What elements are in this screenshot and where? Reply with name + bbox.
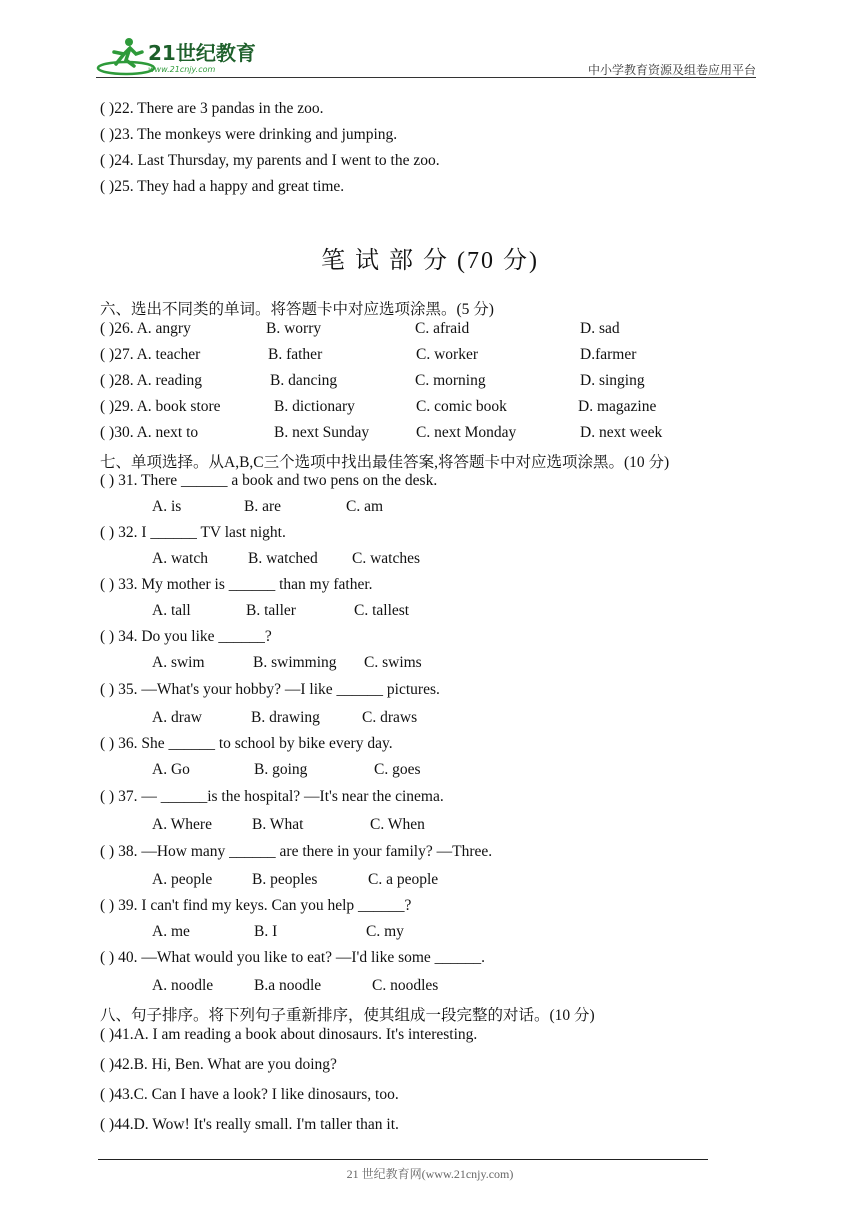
q29-option-d: D. magazine [578, 398, 657, 415]
q29-option-b: B. dictionary [274, 398, 355, 415]
q37-option-b: B. What [252, 816, 304, 833]
q32-option-b: B. watched [248, 550, 318, 567]
q38-option-a: A. people [152, 871, 213, 888]
q31-option-b: B. are [244, 498, 282, 515]
section-6-heading: 六、选出不同类的单词。将答题卡中对应选项涂黑。(5 分) [100, 301, 494, 318]
q30-option-b: B. next Sunday [274, 424, 370, 441]
q26-option-c: C. afraid [415, 320, 470, 337]
q40-stem: ( ) 40. —What would you like to eat? —I'd like some ______. [100, 949, 486, 966]
q33-option-a: A. tall [152, 602, 191, 619]
site-logo [96, 34, 256, 78]
q26-option-d: D. sad [580, 320, 620, 337]
q27-stem: ( )27. A. teacher [100, 346, 201, 363]
q32-option-a: A. watch [152, 550, 208, 567]
runner-logo-icon [96, 34, 256, 78]
q43-sentence: ( )43.C. Can I have a look? I like dinosaurs, too. [100, 1086, 399, 1103]
footer-divider [98, 1159, 708, 1160]
question-23: ( )23. The monkeys were drinking and jumping. [100, 126, 398, 143]
q28-option-b: B. dancing [270, 372, 338, 389]
q28-stem: ( )28. A. reading [100, 372, 203, 389]
q30-option-d: D. next week [580, 424, 663, 441]
section-8-heading: 八、句子排序。将下列句子重新排序，使其组成一段完整的对话。(10 分) [100, 1007, 595, 1024]
q34-option-b: B. swimming [253, 654, 337, 671]
q36-option-a: A. Go [152, 761, 190, 778]
q36-option-c: C. goes [374, 761, 421, 778]
header-divider [96, 77, 756, 78]
q33-option-c: C. tallest [354, 602, 410, 619]
q26-stem: ( )26. A. angry [100, 320, 191, 337]
q37-stem: ( ) 37. — ______is the hospital? —It's near the cinema. [100, 788, 444, 805]
q35-option-c: C. draws [362, 709, 418, 726]
q40-option-a: A. noodle [152, 977, 214, 994]
q29-stem: ( )29. A. book store [100, 398, 221, 415]
question-24: ( )24. Last Thursday, my parents and I went to the zoo. [100, 152, 440, 169]
q40-option-b: B.a noodle [254, 977, 322, 994]
q40-option-c: C. noodles [372, 977, 439, 994]
q31-option-c: C. am [346, 498, 384, 515]
q37-option-a: A. Where [152, 816, 212, 833]
q27-option-b: B. father [268, 346, 323, 363]
q41-sentence: ( )41.A. I am reading a book about dinosaurs. It's interesting. [100, 1026, 478, 1043]
q36-stem: ( ) 36. She ______ to school by bike every day. [100, 735, 393, 752]
q39-option-b: B. I [254, 923, 278, 940]
q37-option-c: C. When [370, 816, 425, 833]
q28-option-d: D. singing [580, 372, 645, 389]
q31-stem: ( ) 31. There ______ a book and two pens on the desk. [100, 472, 438, 489]
q38-option-b: B. peoples [252, 871, 318, 888]
q35-option-b: B. drawing [251, 709, 320, 726]
question-22: ( )22. There are 3 pandas in the zoo. [100, 100, 324, 117]
q35-option-a: A. draw [152, 709, 202, 726]
q38-option-c: C. a people [368, 871, 439, 888]
q39-option-c: C. my [366, 923, 404, 940]
q32-option-c: C. watches [352, 550, 421, 567]
q30-option-c: C. next Monday [416, 424, 517, 441]
q28-option-c: C. morning [415, 372, 486, 389]
section-7-heading: 七、单项选择。从A,B,C三个选项中找出最佳答案,将答题卡中对应选项涂黑。(10 分) [100, 454, 670, 471]
q27-option-c: C. worker [416, 346, 478, 363]
q33-option-b: B. taller [246, 602, 296, 619]
logo-url: www.21cnjy.com [148, 65, 216, 74]
q36-option-b: B. going [254, 761, 308, 778]
q39-stem: ( ) 39. I can't find my keys. Can you help ______? [100, 897, 412, 914]
q38-stem: ( ) 38. —How many ______ are there in your family? —Three. [100, 843, 493, 860]
q33-stem: ( ) 33. My mother is ______ than my father. [100, 576, 373, 593]
q42-sentence: ( )42.B. Hi, Ben. What are you doing? [100, 1056, 337, 1073]
q30-stem: ( )30. A. next to [100, 424, 199, 441]
q34-option-c: C. swims [364, 654, 422, 671]
question-25: ( )25. They had a happy and great time. [100, 178, 345, 195]
logo-text: 21世纪教育 [148, 41, 256, 65]
header-platform-text: 中小学教育资源及组卷应用平台 [587, 63, 756, 77]
q35-stem: ( ) 35. —What's your hobby? —I like ______ pictures. [100, 681, 440, 698]
q39-option-a: A. me [152, 923, 190, 940]
footer-site-text: 21 世纪教育网(www.21cnjy.com) [346, 1167, 514, 1181]
q26-option-b: B. worry [266, 320, 322, 337]
q34-stem: ( ) 34. Do you like ______? [100, 628, 272, 645]
q32-stem: ( ) 32. I ______ TV last night. [100, 524, 286, 541]
written-section-title: 笔 试 部 分 (70 分) [321, 248, 539, 274]
q34-option-a: A. swim [152, 654, 205, 671]
q44-sentence: ( )44.D. Wow! It's really small. I'm taller than it. [100, 1116, 399, 1133]
q31-option-a: A. is [152, 498, 182, 515]
q27-option-d: D.farmer [580, 346, 637, 363]
q29-option-c: C. comic book [416, 398, 507, 415]
